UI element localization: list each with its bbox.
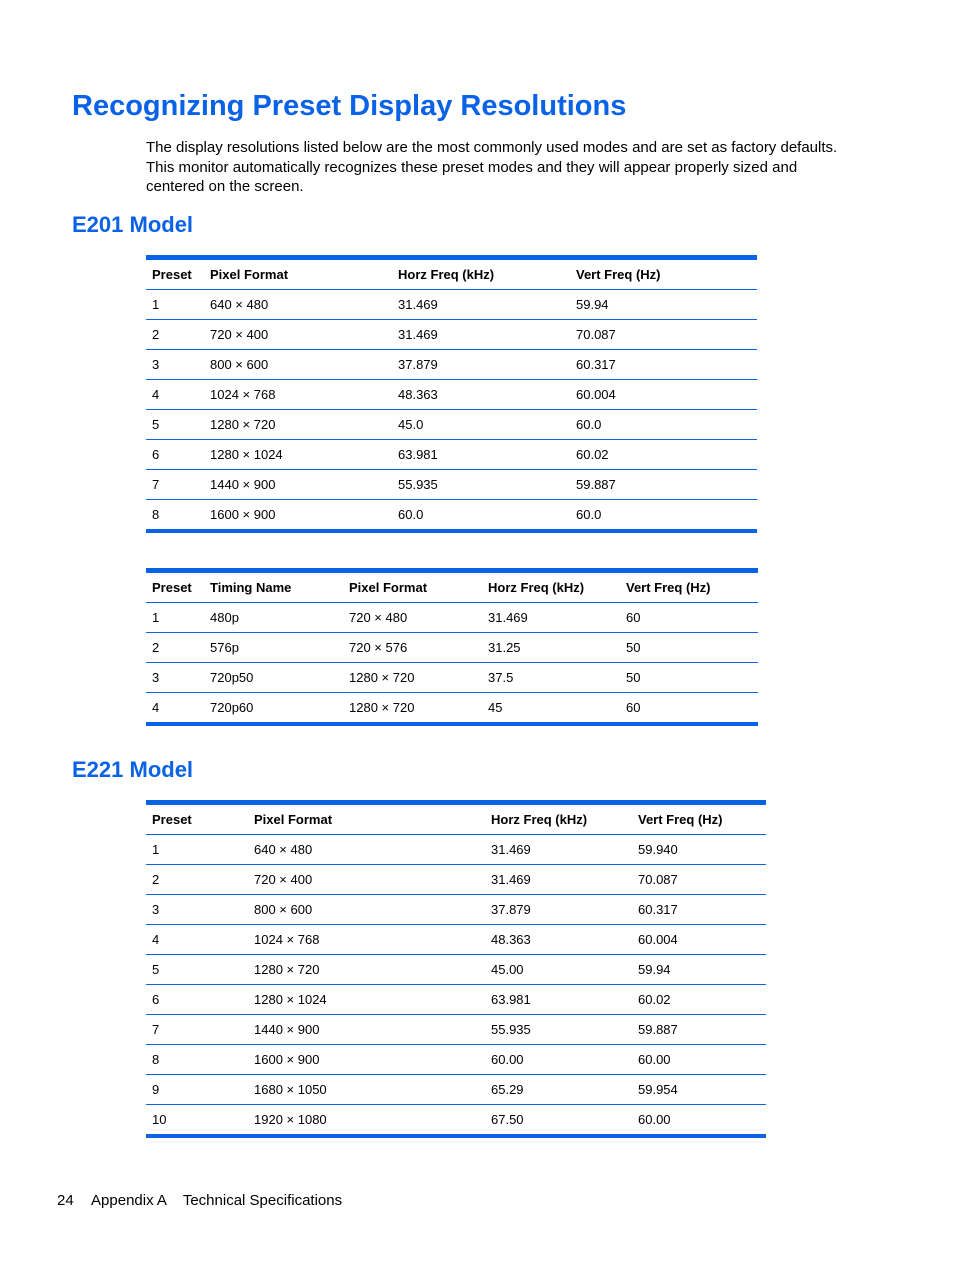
table-cell: 2	[146, 865, 248, 895]
table-cell: 60.0	[398, 507, 424, 522]
table-cell: 1024 × 768	[248, 925, 485, 955]
column-header: Pixel Format	[343, 571, 482, 603]
table-cell: 48.363	[392, 380, 570, 410]
page-title: Recognizing Preset Display Resolutions	[72, 90, 627, 122]
table-cell: 60.02	[570, 440, 757, 470]
column-header: Horz Freq (kHz)	[485, 803, 632, 835]
table-cell: 60	[620, 603, 758, 633]
column-header: Vert Freq (Hz)	[570, 258, 757, 290]
table-header-row	[146, 803, 766, 835]
table-cell: 45.0	[392, 410, 570, 440]
table-cell: 59.887	[570, 470, 757, 500]
column-header: Preset	[146, 803, 248, 835]
table-cell: 59.887	[632, 1015, 766, 1045]
table-cell: 60.00	[632, 1045, 766, 1075]
table-cell: 31.25	[482, 633, 620, 663]
table-cell: 1600 × 900	[248, 1045, 485, 1075]
table-row	[146, 663, 758, 693]
table-cell: 1	[146, 603, 204, 633]
table-row	[146, 1075, 766, 1105]
table-cell: 59.940	[632, 835, 766, 865]
table-cell: 67.50	[491, 1112, 524, 1127]
table-row	[146, 865, 766, 895]
table-cell: 60.004	[570, 380, 757, 410]
table-cell: 60	[626, 700, 641, 715]
table-cell: 5	[146, 410, 204, 440]
table-cell: 1280 × 1024	[204, 440, 392, 470]
table-cell: 1024 × 768	[204, 380, 392, 410]
table-cell: 1280 × 720	[343, 663, 482, 693]
table-cell: 60.0	[576, 507, 602, 522]
table-cell: 640 × 480	[248, 835, 485, 865]
column-header: Preset	[146, 571, 204, 603]
table-cell: 37.879	[485, 895, 632, 925]
table-cell: 60.317	[632, 895, 766, 925]
table-cell: 60.004	[632, 925, 766, 955]
table-row	[146, 410, 757, 440]
table-row	[146, 1105, 766, 1137]
table-cell: 55.935	[485, 1015, 632, 1045]
table-cell: 50	[620, 633, 758, 663]
table-row	[146, 603, 758, 633]
table-cell: 1280 × 720	[248, 955, 485, 985]
table-cell: 31.469	[392, 290, 570, 320]
column-header: Horz Freq (kHz)	[482, 571, 620, 603]
table-row	[146, 320, 757, 350]
table-row	[146, 955, 766, 985]
table-cell: 8	[152, 507, 160, 522]
table-cell: 3	[146, 350, 204, 380]
table-cell: 1280 × 720	[349, 700, 415, 715]
table-cell: 1920 × 1080	[254, 1112, 327, 1127]
table-row	[146, 835, 766, 865]
table-cell: 70.087	[570, 320, 757, 350]
table-cell: 8	[146, 1045, 248, 1075]
table-cell: 9	[146, 1075, 248, 1105]
e201-preset-table	[146, 255, 757, 533]
table-cell: 720 × 400	[204, 320, 392, 350]
table-cell: 37.879	[392, 350, 570, 380]
column-header: Timing Name	[204, 571, 343, 603]
table-cell: 59.954	[632, 1075, 766, 1105]
table-row	[146, 440, 757, 470]
table-row	[146, 925, 766, 955]
table-row	[146, 1015, 766, 1045]
table-cell: 59.94	[632, 955, 766, 985]
column-header: Vert Freq (Hz)	[620, 571, 758, 603]
table-cell: 480p	[204, 603, 343, 633]
table-cell: 31.469	[392, 320, 570, 350]
table-cell: 5	[146, 955, 248, 985]
table-cell: 576p	[204, 633, 343, 663]
e201-heading: E201 Model	[72, 212, 194, 237]
table-cell: 63.981	[392, 440, 570, 470]
table-cell: 37.5	[482, 663, 620, 693]
table-row	[146, 1045, 766, 1075]
table-cell: 6	[146, 440, 204, 470]
table-cell: 60.317	[570, 350, 757, 380]
table-cell: 720 × 400	[248, 865, 485, 895]
e221-heading: E221 Model	[72, 757, 194, 782]
table-cell: 63.981	[485, 985, 632, 1015]
table-cell: 1	[146, 835, 248, 865]
table-cell: 55.935	[392, 470, 570, 500]
table-header-row	[146, 258, 757, 290]
table-cell: 4	[146, 925, 248, 955]
table-header-row	[146, 571, 758, 603]
table-cell: 1	[146, 290, 204, 320]
table-cell: 50	[620, 663, 758, 693]
table-cell: 1280 × 1024	[248, 985, 485, 1015]
table-cell: 6	[146, 985, 248, 1015]
table-row	[146, 985, 766, 1015]
table-cell: 1680 × 1050	[248, 1075, 485, 1105]
table-cell: 65.29	[485, 1075, 632, 1105]
table-cell: 31.469	[485, 865, 632, 895]
table-cell: 31.469	[485, 835, 632, 865]
table-row	[146, 350, 757, 380]
table-cell: 800 × 600	[248, 895, 485, 925]
column-header: Preset	[146, 258, 204, 290]
table-cell: 720 × 480	[343, 603, 482, 633]
column-header: Pixel Format	[248, 803, 485, 835]
table-cell: 720 × 576	[343, 633, 482, 663]
e201-timing-table	[146, 568, 758, 726]
table-cell: 2	[146, 633, 204, 663]
table-cell: 60.00	[485, 1045, 632, 1075]
e221-preset-table	[146, 800, 766, 1138]
table-cell: 4	[146, 380, 204, 410]
table-row	[146, 380, 757, 410]
column-header: Vert Freq (Hz)	[632, 803, 766, 835]
table-cell: 45.00	[485, 955, 632, 985]
table-cell: 720p50	[204, 663, 343, 693]
table-cell: 31.469	[482, 603, 620, 633]
table-cell: 3	[146, 663, 204, 693]
table-row	[146, 895, 766, 925]
footer-chapter: Technical Specifications	[182, 1192, 343, 1209]
page-number: 24	[57, 1192, 74, 1209]
table-cell: 800 × 600	[204, 350, 392, 380]
table-cell: 70.087	[632, 865, 766, 895]
table-cell: 10	[152, 1112, 167, 1127]
column-header: Pixel Format	[204, 258, 392, 290]
table-cell: 3	[146, 895, 248, 925]
table-cell: 48.363	[485, 925, 632, 955]
table-cell: 720p60	[210, 700, 254, 715]
table-row	[146, 693, 758, 725]
table-row	[146, 500, 757, 532]
table-cell: 60.02	[632, 985, 766, 1015]
table-cell: 59.94	[570, 290, 757, 320]
intro-paragraph: The display resolutions listed below are the most commonly used modes and are set as factory defaults. This monitor automatically recognizes these preset modes and they will appear properly sized and centered on the screen.	[146, 139, 838, 195]
page-footer	[57, 1192, 356, 1209]
table-cell: 7	[146, 1015, 248, 1045]
table-row	[146, 633, 758, 663]
table-cell: 4	[152, 700, 160, 715]
table-cell: 2	[146, 320, 204, 350]
table-cell: 1440 × 900	[204, 470, 392, 500]
table-cell: 60.0	[570, 410, 757, 440]
table-row	[146, 290, 757, 320]
table-cell: 640 × 480	[204, 290, 392, 320]
footer-section: Appendix A	[91, 1192, 167, 1209]
column-header: Horz Freq (kHz)	[392, 258, 570, 290]
table-cell: 7	[146, 470, 204, 500]
table-cell: 1280 × 720	[204, 410, 392, 440]
table-row	[146, 470, 757, 500]
table-cell: 1440 × 900	[248, 1015, 485, 1045]
table-cell: 45	[488, 700, 503, 715]
table-cell: 1600 × 900	[210, 507, 276, 522]
table-cell: 60.00	[638, 1112, 671, 1127]
